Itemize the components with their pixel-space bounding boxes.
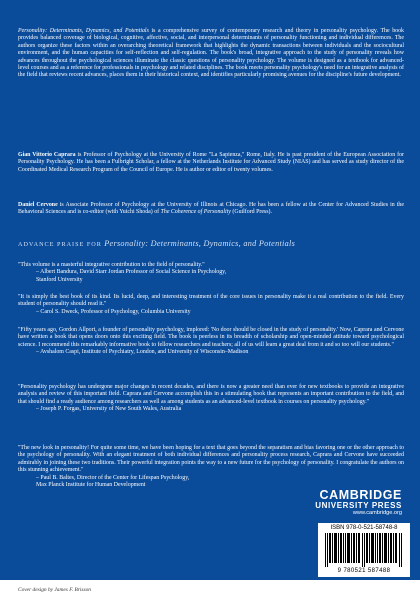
quote-text: "Fifty years ago, Gordon Allport, a founder of personality psychology, implored: 'No door should be closed in the study of personality.' Now, Caprara and Cervone have written a book that opens doors onto this exciting field. The book is peerless in its breadth of scholarship and open-minded attitude toward psychological science. I recommend this remarkably informative book to fellow researchers and teachers; all of us will learn a great deal from it and so too will our students." <box>18 327 404 348</box>
praise-quote <box>18 445 404 489</box>
praise-heading <box>18 239 404 248</box>
author-bio-book-title: The Coherence of Personality <box>160 209 231 216</box>
publisher-subname: UNIVERSITY PRESS <box>315 501 402 510</box>
quote-text: "This volume is a masterful integrative contribution to the field of personality." <box>18 262 205 268</box>
quote-attribution: – Carol S. Dweck, Professor of Psychology, Columbia University <box>36 308 191 315</box>
book-title-italic: Personality: Determinants, Dynamics, and Potentials <box>18 28 149 34</box>
publisher-url[interactable]: www.cambridge.org <box>352 510 402 516</box>
quote-text: "The new look in personality! For quite some time, we have been hoping for a text that goes beyond the separatism and bias favoring one or the other approach to the psychology of personality. With an elegant treatment of both individual differences and personality process research, Caprara and Cervone have succeeded admirably in joining these two traditions. Their powerful integration points the way to a new future for the psychology of personality. I congratulate the authors on this stunning achievement." <box>18 445 404 474</box>
praise-quote <box>18 384 404 414</box>
barcode-icon <box>325 533 403 567</box>
quote-attribution-line2: Stanford University <box>36 276 83 283</box>
praise-quote <box>18 327 404 357</box>
barcode-digits: 9 780521 587488 <box>337 568 391 574</box>
author-bio-caprara <box>18 152 404 174</box>
praise-heading-title: Personality: Determinants, Dynamics, and Potentials <box>104 239 296 248</box>
quote-text: "Personality psychology has undergone major changes in recent decades, and there is now a greater need than ever for new textbooks to provide an integrative analysis and review of this important field. Caprara and Cervone accomplish this in a stimulating book that represents an important contribution to the field, and that should find a ready audience among researchers as well as among students as an advanced-level textbook in courses on personality psychology." <box>18 384 404 405</box>
isbn-text: ISBN 978-0-521-58748-8 <box>330 525 398 531</box>
praise-heading-prefix: ADVANCE PRAISE FOR <box>18 241 102 248</box>
quote-attribution: – Avshalom Caspi, Institute of Psychiatry, London, and University of Wisconsin–Madison <box>36 349 249 356</box>
quote-attribution: – Joseph P. Forgas, University of New South Wales, Australia <box>36 406 182 413</box>
author-bio-cervone <box>18 202 404 217</box>
praise-quote <box>18 262 404 284</box>
book-description <box>18 28 404 80</box>
publisher-logo <box>315 489 402 517</box>
author-name: Daniel Cervone <box>18 202 58 208</box>
description-text: is a comprehensive survey of contemporary research and theory in personality psychology. The book provides balanced coverage of biological, cognitive, affective, social, and interpersonal determinants of personality functioning and individual differences. The authors organize these factors within an overarching theoretical framework that highlights the dynamic transactions between individuals and the sociocultural environment, and the human capacities for self-reflection and self-regulation. The book's broad, integrative approach to the study of personality reveals how advances throughout the psychological sciences illuminate the classic questions of personality psychology. The volume is designed as a textbook for advanced-level courses and as a reference for professionals in psychology and related disciplines. The book meets personality psychology's need for an integrative analysis of the field that reviews recent advances, places them in their historical context, and identifies particularly promising avenues for the discipline's future development. <box>18 28 404 79</box>
quote-attribution-line2: Max Planck Institute for Human Development <box>36 482 146 489</box>
quote-text: "It is simply the best book of its kind. Its lucid, deep, and interesting treatment of the core issues in personality make it a real contribution to the field. Every student of personality should read it." <box>18 294 404 308</box>
author-bio-text: is Professor of Psychology at the University of Rome "La Sapienza," Rome, Italy. He is past president of the European Association for Personality Psychology. He has been a Fulbright Scholar, a fellow at the Netherlands Institute for Advanced Study (NIAS) and has served as study director of the Coordinated Medical Research Program of the Council of Europe. He is author or editor of twenty volumes. <box>18 152 404 173</box>
barcode-panel <box>318 523 410 577</box>
author-bio-text: is Associate Professor of Psychology at the University of Illinois at Chicago. He has been a fellow at the Center for Advanced Studies in the Behavioral Sciences and is co-editor (with Yuichi Shoda) of <box>18 202 404 216</box>
praise-quote <box>18 294 404 316</box>
quote-attribution: – Paul B. Baltes, Director of the Center for Lifespan Psychology, <box>36 474 190 481</box>
cover-design-credit: Cover design by James F. Brisson <box>18 587 91 593</box>
publisher-name: CAMBRIDGE <box>319 488 402 502</box>
quote-attribution: – Albert Bandura, David Starr Jordan Professor of Social Science in Psychology, <box>36 269 227 276</box>
author-bio-text-end: (Guilford Press). <box>230 209 272 216</box>
author-name: Gian Vittorio Caprara <box>18 152 76 158</box>
